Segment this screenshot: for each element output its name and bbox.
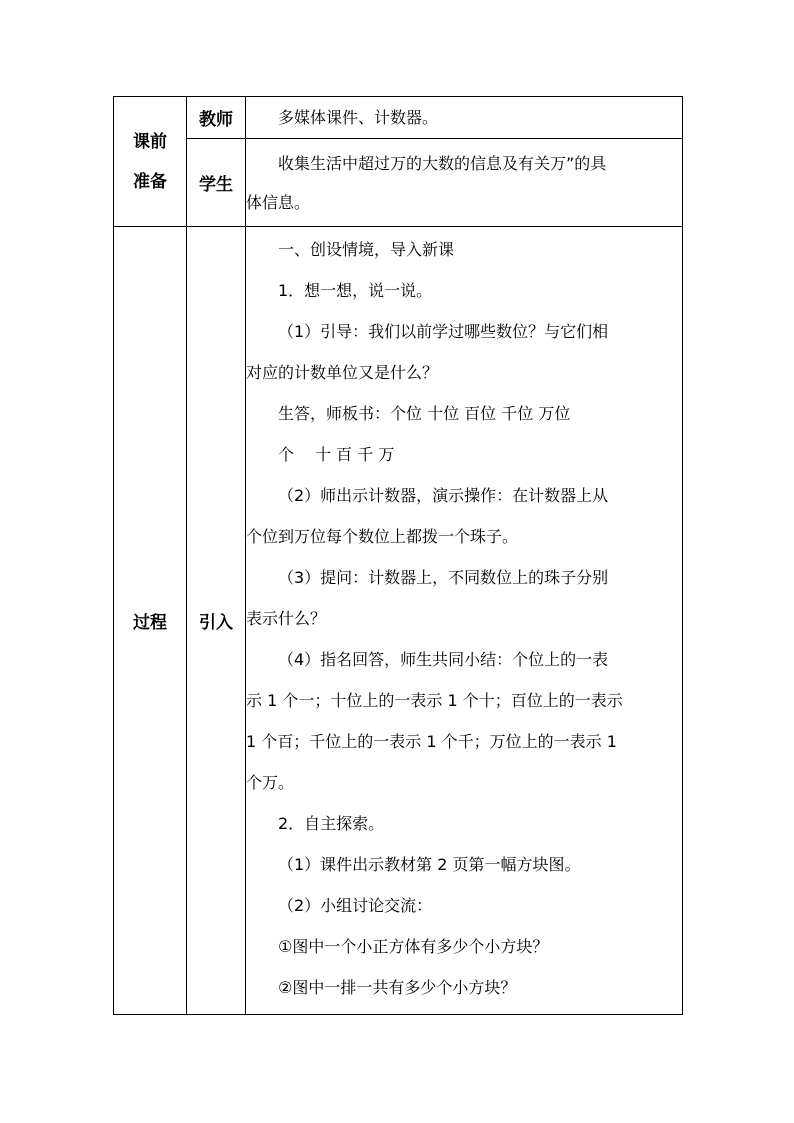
teacher-content-cell xyxy=(246,97,683,139)
process-line: 1．想一想，说一说。 xyxy=(278,281,433,300)
student-content-line1: 收集生活中超过万的大数的信息及有关万”的具 xyxy=(278,153,607,173)
row-teacher xyxy=(114,97,683,139)
process-line: 示 1 个一；十位上的一表示 1 个十；百位上的一表示 xyxy=(246,691,623,710)
intro-label: 引入 xyxy=(187,227,246,1015)
process-line: （1）引导：我们以前学过哪些数位？与它们相 xyxy=(278,322,609,341)
student-label: 学生 xyxy=(187,139,246,227)
row-process xyxy=(114,227,683,1015)
prep-label-line2: 准备 xyxy=(133,171,167,192)
lesson-plan-table xyxy=(113,96,683,1015)
process-line: 表示什么？ xyxy=(246,609,327,628)
row-student xyxy=(114,139,683,227)
teacher-content: 多媒体课件、计数器。 xyxy=(278,108,439,127)
process-line: 个万。 xyxy=(246,773,295,792)
process-line: ②图中一排一共有多少个小方块？ xyxy=(278,978,517,997)
teacher-label: 教师 xyxy=(187,97,246,139)
process-line: 2．自主探索。 xyxy=(278,814,385,833)
process-line: （3）提问：计数器上，不同数位上的珠子分别 xyxy=(278,568,609,587)
process-line: 个 十 百 千 万 xyxy=(278,445,395,464)
process-line: （4）指名回答，师生共同小结：个位上的一表 xyxy=(278,650,609,669)
prep-label-line1: 课前 xyxy=(133,131,167,152)
process-line: 一、创设情境，导入新课 xyxy=(278,240,455,259)
process-label: 过程 xyxy=(114,227,187,1015)
prep-label-cell xyxy=(114,97,187,227)
process-line: 个位到万位每个数位上都拨一个珠子。 xyxy=(246,527,519,546)
process-line: ①图中一个小正方体有多少个小方块？ xyxy=(278,937,549,956)
student-content-line2: 体信息。 xyxy=(246,192,311,212)
student-content-cell xyxy=(246,139,683,227)
process-line: 1 个百；千位上的一表示 1 个千；万位上的一表示 1 xyxy=(246,732,617,751)
process-line: （2）小组讨论交流： xyxy=(278,896,433,915)
process-line: （2）师出示计数器，演示操作：在计数器上从 xyxy=(278,486,609,505)
process-line: 对应的计数单位又是什么？ xyxy=(246,363,439,382)
process-content-cell xyxy=(246,227,683,1015)
process-line: （1）课件出示教材第 2 页第一幅方块图。 xyxy=(278,855,581,874)
process-line: 生答，师板书：个位 十位 百位 千位 万位 xyxy=(278,404,571,423)
